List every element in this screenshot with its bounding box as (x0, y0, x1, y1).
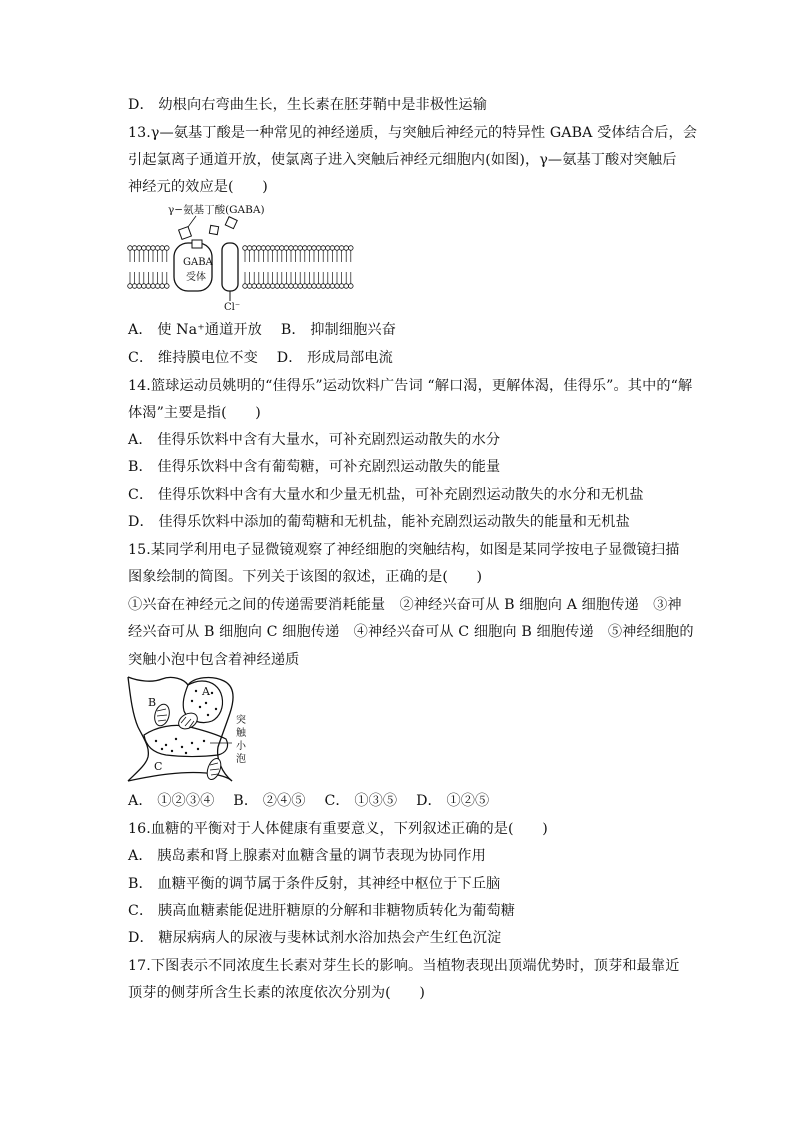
gaba-molecule-bound (192, 240, 202, 248)
q17-stem-line-2: 顶芽的侧芽所含生长素的浓度依次分别为( ) (128, 985, 426, 1001)
q13-options-cd: C． 维持膜电位不变 D． 形成局部电流 (128, 350, 393, 366)
gaba-membrane-figure (126, 200, 356, 312)
cell-left-outline (128, 677, 148, 781)
q13-stem-line-2: 引起氯离子通道开放，使氯离子进入突触后神经元细胞内(如图)，γ—氨基丁酸对突触后 (128, 152, 677, 168)
q14-option-c: C． 佳得乐饮料中含有大量水和少量无机盐，可补充剧烈运动散失的水分和无机盐 (128, 487, 644, 503)
q15-statements-line-1: ①兴奋在神经元之间的传递需要消耗能量 ②神经兴奋可从 B 细胞向 A 细胞传递 ③神 (128, 597, 682, 613)
receptor-label-gaba: GABA (183, 257, 213, 268)
q13-options-ab: A． 使 Na⁺通道开放 B． 抑制细胞兴奋 (128, 322, 396, 338)
receptor-label-shouti: 受体 (186, 272, 206, 283)
vesicle-label-1: 突 (236, 715, 246, 726)
synapse-diagram (126, 673, 250, 785)
cell-b-label: B (148, 696, 157, 709)
gaba-molecule (209, 225, 218, 234)
gaba-molecule (225, 217, 237, 229)
q15-statements-line-3: 突触小泡中包含着神经递质 (128, 652, 300, 668)
gaba-membrane-diagram (126, 200, 356, 312)
cl-channel-shape (222, 243, 238, 291)
q13-stem-line-1: 13.γ—氨基丁酸是一种常见的神经递质，与突触后神经元的特异性 GABA 受体结合后，会 (128, 125, 698, 141)
q14-option-d: D． 佳得乐饮料中添加的葡萄糖和无机盐，能补充剧烈运动散失的能量和无机盐 (128, 514, 630, 530)
q17-stem-line-1: 17.下图表示不同浓度生长素对芽生长的影响。当植物表现出顶端优势时，顶芽和最靠近 (128, 958, 680, 974)
q12-option-d: D． 幼根向右弯曲生长，生长素在胚芽鞘中是非极性运输 (128, 97, 487, 113)
q15-statements-line-2: 经兴奋可从 B 细胞向 C 细胞传递 ④神经兴奋可从 C 细胞向 B 细胞传递 ⑤神经细胞的 (128, 624, 694, 640)
q15-stem-line-1: 15.某同学利用电子显微镜观察了神经细胞的突触结构，如图是某同学按电子显微镜扫描 (128, 542, 680, 558)
q16-option-c: C． 胰高血糖素能促进肝糖原的分解和非糖物质转化为葡萄糖 (128, 903, 516, 919)
q16-option-a: A． 胰岛素和肾上腺素对血糖含量的调节表现为协同作用 (128, 848, 486, 864)
vesicle-label-4: 泡 (236, 754, 246, 765)
q14-option-b: B． 佳得乐饮料中含有葡萄糖，可补充剧烈运动散失的能量 (128, 459, 501, 475)
gaba-molecule (179, 227, 192, 240)
q14-option-a: A． 佳得乐饮料中含有大量水，可补充剧烈运动散失的水分 (128, 432, 501, 448)
q16-stem: 16.血糖的平衡对于人体健康有重要意义，下列叙述正确的是( ) (128, 821, 548, 837)
q15-options: A． ①②③④ B． ②④⑤ C． ①③⑤ D． ①②⑤ (128, 793, 490, 809)
q13-stem-line-3: 神经元的效应是( ) (128, 179, 268, 195)
gaba-label: γ−氨基丁酸(GABA) (168, 204, 265, 216)
vesicle-label-3: 小 (236, 741, 246, 752)
cl-ion-label: Cl⁻ (224, 302, 241, 312)
q16-option-d: D． 糖尿病病人的尿液与斐林试剂水浴加热会产生红色沉淀 (128, 930, 502, 946)
vesicle-label-2: 触 (236, 728, 246, 739)
gaba-label-leader (188, 216, 196, 227)
q15-stem-line-2: 图象绘制的简图。下列关于该图的叙述，正确的是( ) (128, 569, 483, 585)
phospholipid-bilayer (128, 246, 353, 289)
synapse-figure (126, 673, 250, 785)
q14-stem-line-2: 体渴”主要是指( ) (128, 405, 261, 421)
q16-option-b: B． 血糖平衡的调节属于条件反射，其神经中枢位于下丘脑 (128, 876, 501, 892)
cell-c-label: C (154, 760, 163, 773)
mitochondrion (205, 757, 224, 782)
q14-stem-line-1: 14.篮球运动员姚明的“佳得乐”运动饮料广告词 “解口渴，更解体渴，佳得乐”。其中的“解 (128, 378, 693, 394)
cell-a-label: A (202, 685, 210, 698)
